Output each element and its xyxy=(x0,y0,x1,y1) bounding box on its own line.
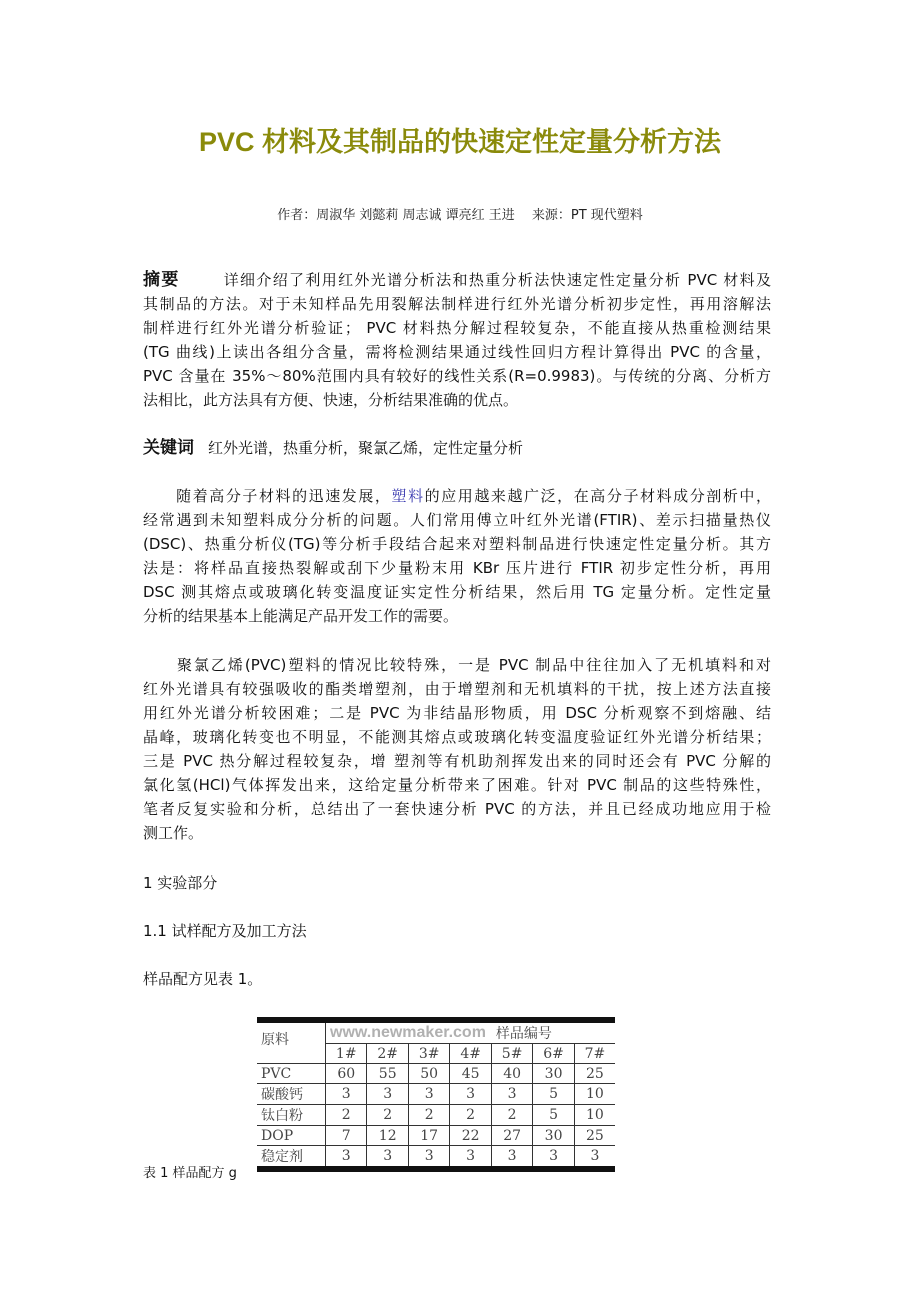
table-cell: 3 xyxy=(533,1146,574,1170)
table-group-cell xyxy=(326,1020,616,1044)
table-row xyxy=(257,1084,615,1105)
table-cell: 10 xyxy=(574,1084,615,1105)
column-header: 6# xyxy=(533,1044,574,1064)
keywords-label: 关键词 xyxy=(143,438,194,458)
row-label: 碳酸钙 xyxy=(257,1084,326,1105)
paragraph-line: 分析的结果基本上能满足产品开发工作的需要。 xyxy=(143,607,459,625)
table-cell: 3 xyxy=(408,1146,449,1170)
table-row xyxy=(257,1064,615,1084)
table-group-header: 样品编号 xyxy=(495,1026,552,1042)
paragraph-line: 红外光谱具有较强吸收的酯类增塑剂，由于增塑剂和无机填料的干扰，按上述方法直接 xyxy=(143,680,771,698)
table-cell: 2 xyxy=(326,1105,367,1126)
keywords xyxy=(143,436,771,460)
table-cell: 3 xyxy=(450,1146,491,1170)
table-row xyxy=(257,1105,615,1126)
paragraph-intro xyxy=(143,484,771,628)
column-header: 4# xyxy=(450,1044,491,1064)
table-cell: 3 xyxy=(450,1084,491,1105)
table-cell: 27 xyxy=(491,1126,532,1146)
table-cell: 3 xyxy=(408,1084,449,1105)
paragraph-line: DSC 测其熔点或玻璃化转变温度证实定性分析结果，然后用 TG 定量分析。定性定量 xyxy=(143,583,771,601)
keywords-text: 红外光谱，热重分析，聚氯乙烯，定性定量分析 xyxy=(208,439,524,457)
table-cell: 3 xyxy=(326,1146,367,1170)
table-cell: 3 xyxy=(367,1146,408,1170)
subsection-heading: 1.1 试样配方及加工方法 xyxy=(143,922,307,940)
formula-table xyxy=(257,1017,615,1172)
paragraph-line: 氯化氢(HCl)气体挥发出来，这给定量分析带来了困难。针对 PVC 制品的这些特殊性， xyxy=(143,776,771,794)
abstract-line: (TG 曲线)上读出各组分含量，需将检测结果通过线性回归方程计算得出 PVC 的含量， xyxy=(143,343,771,361)
watermark: www.newmaker.com xyxy=(330,1024,486,1041)
table-intro: 样品配方见表 1。 xyxy=(143,970,263,988)
paragraph-line: (DSC)、热重分析仪(TG)等分析手段结合起来对塑料制品进行快速定性定量分析。其方 xyxy=(143,535,771,553)
table-cell: 55 xyxy=(367,1064,408,1084)
abstract-line: 法相比，此方法具有方便、快速，分析结果准确的优点。 xyxy=(143,391,519,409)
column-header: 7# xyxy=(574,1044,615,1064)
table-row xyxy=(257,1146,615,1170)
table-cell: 3 xyxy=(367,1084,408,1105)
table-cell: 17 xyxy=(408,1126,449,1146)
table-caption: 表 1 样品配方 g xyxy=(143,1166,237,1181)
table-cell: 3 xyxy=(491,1146,532,1170)
table-cell: 45 xyxy=(450,1064,491,1084)
row-label: PVC xyxy=(257,1064,326,1084)
abstract-line: 制样进行红外光谱分析验证； PVC 材料热分解过程较复杂，不能直接从热重检测结果 xyxy=(143,319,771,337)
column-header: 2# xyxy=(367,1044,408,1064)
paragraph-pvc xyxy=(143,653,771,845)
abstract-line: 详细介绍了利用红外光谱分析法和热重分析法快速定性定量分析 PVC 材料及 xyxy=(223,271,771,289)
table-cell: 5 xyxy=(533,1105,574,1126)
table-cell: 40 xyxy=(491,1064,532,1084)
column-header: 1# xyxy=(326,1044,367,1064)
table-cell: 2 xyxy=(367,1105,408,1126)
table-cell: 50 xyxy=(408,1064,449,1084)
table-cell: 3 xyxy=(491,1084,532,1105)
table-cell: 3 xyxy=(574,1146,615,1170)
table-cell: 5 xyxy=(533,1084,574,1105)
abstract xyxy=(143,268,771,412)
column-header: 3# xyxy=(408,1044,449,1064)
section-heading: 1 实验部分 xyxy=(143,874,218,892)
table-cell: 22 xyxy=(450,1126,491,1146)
paragraph-line: 晶峰，玻璃化转变也不明显，不能测其熔点或玻璃化转变温度验证红外光谱分析结果； xyxy=(143,728,771,746)
byline: 作者：周淑华 刘懿莉 周志诚 谭亮红 王进 来源：PT 现代塑料 xyxy=(277,208,643,223)
row-label: 钛白粉 xyxy=(257,1105,326,1126)
table-cell: 30 xyxy=(533,1126,574,1146)
abstract-line: PVC 含量在 35%～80%范围内具有较好的线性关系(R=0.9983)。与传统的分离、分析方 xyxy=(143,367,771,385)
table-cell: 7 xyxy=(326,1126,367,1146)
table-cell: 2 xyxy=(408,1105,449,1126)
paragraph-line: 法是：将样品直接热裂解或刮下少量粉末用 KBr 压片进行 FTIR 初步定性分析，再用 xyxy=(143,559,771,577)
paragraph-line: 经常遇到未知塑料成分分析的问题。人们常用傅立叶红外光谱(FTIR)、差示扫描量热仪 xyxy=(143,511,771,529)
paragraph-line: 三是 PVC 热分解过程较复杂，增 塑剂等有机助剂挥发出来的同时还会有 PVC 分解的 xyxy=(143,752,771,770)
row-label: DOP xyxy=(257,1126,326,1146)
table-cell: 2 xyxy=(450,1105,491,1126)
table-cell: 3 xyxy=(326,1084,367,1105)
table-cell: 25 xyxy=(574,1126,615,1146)
table-corner: 原料 xyxy=(257,1020,326,1064)
paragraph-line: 聚氯乙烯(PVC)塑料的情况比较特殊，一是 PVC 制品中往往加入了无机填料和对 xyxy=(143,656,771,674)
plastics-link[interactable]: 塑料 xyxy=(391,487,425,505)
table-cell: 30 xyxy=(533,1064,574,1084)
abstract-line: 其制品的方法。对于未知样品先用裂解法制样进行红外光谱分析初步定性，再用溶解法 xyxy=(143,295,771,313)
table-cell: 25 xyxy=(574,1064,615,1084)
paragraph-line: 测工作。 xyxy=(143,824,204,842)
table-row xyxy=(257,1126,615,1146)
text: 的应用越来越广泛，在高分子材料成分剖析中， xyxy=(424,487,771,505)
row-label: 稳定剂 xyxy=(257,1146,326,1170)
text: 随着高分子材料的迅速发展， xyxy=(143,487,392,505)
column-header: 5# xyxy=(491,1044,532,1064)
paragraph-line: 笔者反复实验和分析，总结出了一套快速分析 PVC 的方法，并且已经成功地应用于检 xyxy=(143,800,771,818)
paragraph-line: 用红外光谱分析较困难；二是 PVC 为非结晶形物质，用 DSC 分析观察不到熔融、结 xyxy=(143,704,771,722)
table-cell: 60 xyxy=(326,1064,367,1084)
table-cell: 12 xyxy=(367,1126,408,1146)
table-cell: 10 xyxy=(574,1105,615,1126)
abstract-label: 摘要 xyxy=(143,270,180,290)
page-title: PVC 材料及其制品的快速定性定量分析方法 xyxy=(198,127,722,157)
table-cell: 2 xyxy=(491,1105,532,1126)
